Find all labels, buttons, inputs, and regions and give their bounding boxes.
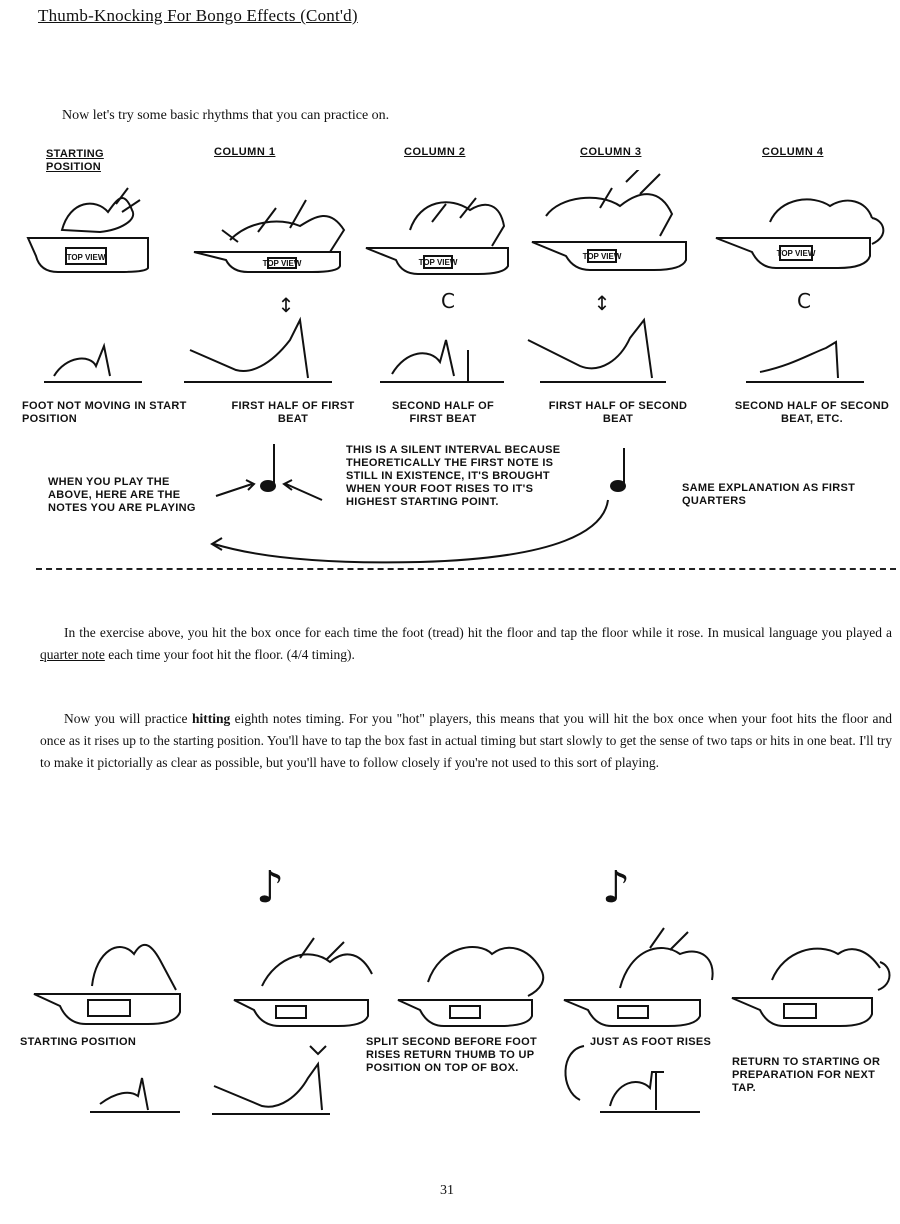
intro-text: Now let's try some basic rhythms that you can practice on.	[62, 108, 390, 123]
hand-on-box-illustration	[732, 949, 890, 1026]
caption-col3: FIRST HALF OF SECOND BEAT	[548, 400, 688, 425]
column-head-2: COLUMN 2	[404, 146, 466, 158]
foot-illustration	[565, 1046, 700, 1112]
para2-text1: Now you will practice	[64, 711, 188, 726]
arrow-updown-icon: ↕	[277, 293, 295, 317]
foot-illustration	[184, 320, 332, 382]
bottom-caption-foot-rises: JUST AS FOOT RISES	[590, 1036, 712, 1048]
bottom-caption-split-second: SPLIT SECOND BEFORE FOOT RISES RETURN THUMB TO UP POSITION ON TOP OF BOX.	[366, 1036, 537, 1074]
bottom-caption-start: STARTING POSITION	[20, 1036, 137, 1048]
paragraph-quarter-notes	[40, 622, 892, 666]
arrow-curve-icon: C	[797, 289, 811, 313]
foot-illustration	[212, 1046, 330, 1114]
para1-text2: each time your foot hit the floor. (4/4 timing).	[108, 647, 355, 662]
page-number: 31	[440, 1183, 454, 1198]
arrow-curve-icon: C	[441, 289, 455, 313]
notes-left: WHEN YOU PLAY THE ABOVE, HERE ARE THE NOTES YOU ARE PLAYING	[48, 476, 196, 514]
hand-on-box-illustration	[398, 947, 543, 1026]
foot-illustration	[90, 1078, 180, 1112]
column-head-3: COLUMN 3	[580, 146, 642, 158]
box-label-1: TOP VIEW	[262, 259, 302, 268]
foot-illustration	[380, 340, 504, 382]
caption-col4: SECOND HALF OF SECOND BEAT, ETC.	[734, 400, 890, 425]
column-head-4: COLUMN 4	[762, 146, 824, 158]
column-head-1: COLUMN 1	[214, 146, 276, 158]
paragraph-eighth-notes	[40, 708, 892, 774]
box-label-2: TOP VIEW	[418, 258, 458, 267]
foot-illustration	[44, 346, 142, 382]
box-label-4: TOP VIEW	[776, 249, 816, 258]
para1-underlined: quarter note	[40, 647, 105, 662]
hand-on-box-illustration	[34, 945, 180, 1024]
para1-text1: In the exercise above, you hit the box once for each time the foot (tread) hit the floor and tap the floor while it rose. In musical language you played a	[64, 625, 892, 640]
box-label-0: TOP VIEW	[66, 253, 106, 262]
arrow-updown-icon: ↕	[593, 291, 611, 315]
caption-col1: FIRST HALF OF FIRST BEAT	[231, 400, 355, 425]
top-illustrations	[0, 170, 900, 400]
para2-text2: eighth notes timing. For you "hot" players, this means that you will hit the box once when your foot hits the floor and once as it rises up to the starting position. You'll have to tap the box fast in actual timing but start slowly to get the sense of two taps or hits in one beat. I'll try to make it pictorially as clear as possible, but you'll have to follow closely if you're not used to this sort of playing.	[40, 711, 893, 770]
para2-bold: hitting	[191, 711, 231, 726]
section-divider	[36, 568, 896, 570]
caption-col2: SECOND HALF OF FIRST BEAT	[392, 400, 494, 425]
box-label-3: TOP VIEW	[582, 252, 622, 261]
notes-right: SAME EXPLANATION AS FIRST QUARTERS	[682, 482, 856, 507]
eighth-note-icon: ♪	[256, 862, 285, 913]
foot-illustration	[528, 320, 666, 382]
caption-start: FOOT NOT MOVING IN START POSITION	[22, 400, 187, 425]
notes-diagram	[0, 440, 900, 570]
bottom-caption-return: RETURN TO STARTING OR PREPARATION FOR NEXT TAP.	[732, 1056, 881, 1094]
notes-center: THIS IS A SILENT INTERVAL BECAUSE THEORETICALLY THE FIRST NOTE IS STILL IN EXISTENCE, IT'S BROUGHT WHEN YOUR FOOT RISES TO IT'S HIGHEST STARTING POINT.	[346, 444, 561, 508]
hand-on-box-illustration	[564, 928, 713, 1026]
column-head-start: STARTING POSITION	[46, 148, 104, 173]
page-title: Thumb-Knocking For Bongo Effects (Cont'd)	[38, 6, 358, 25]
foot-illustration	[746, 342, 864, 382]
eighth-note-icon: ♪	[602, 862, 631, 913]
hand-on-box-illustration	[234, 938, 372, 1026]
